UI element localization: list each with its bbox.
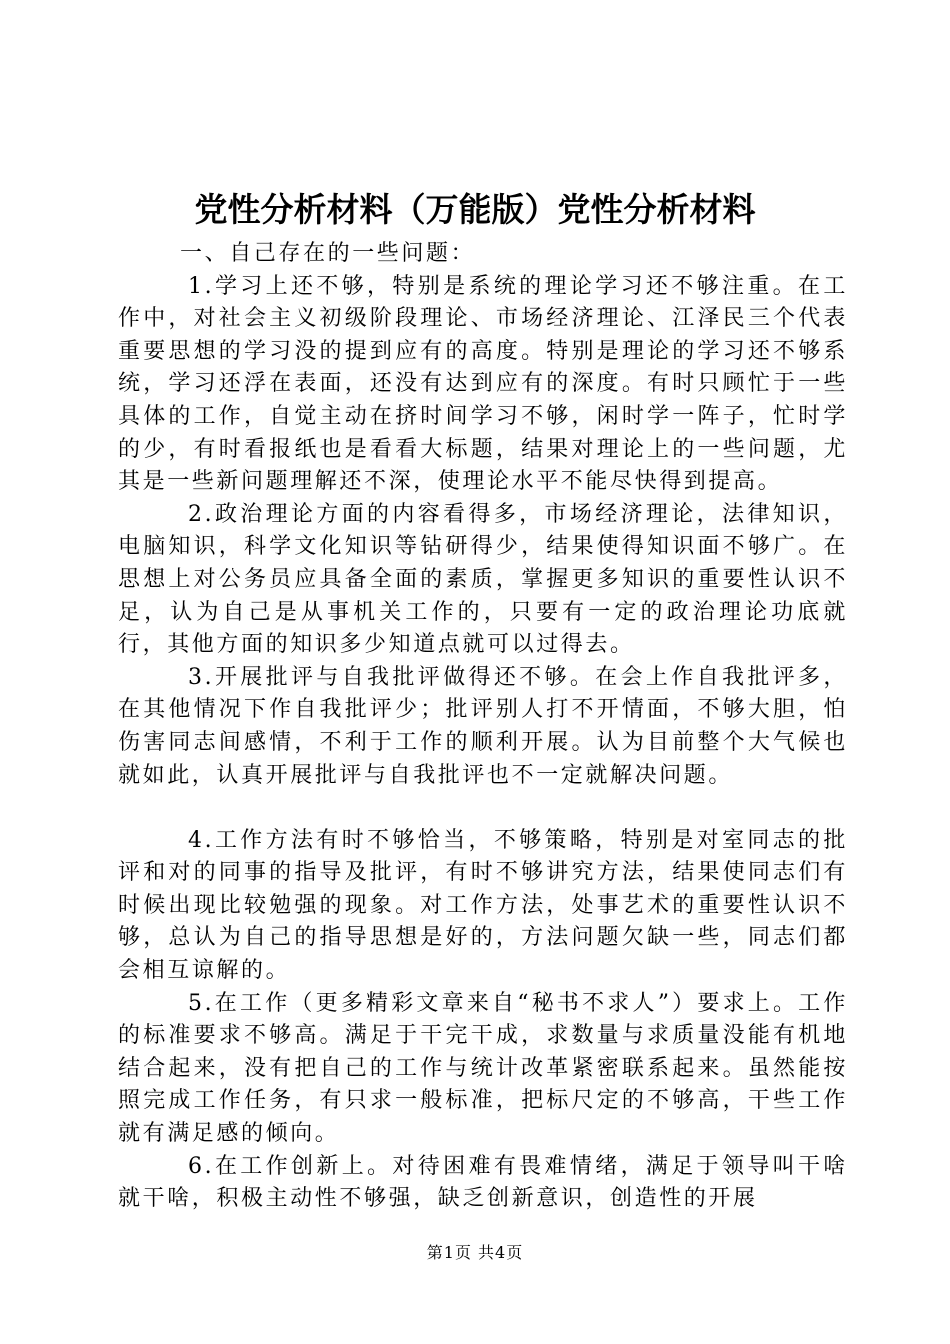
- paragraph-4: 4.工作方法有时不够恰当，不够策略，特别是对室同志的批评和对的同事的指导及批评，有时不够讲究方法，结果使同志们有时候出现比较勉强的现象。对工作方法，处事艺术的重要性认识不够，总认为自己的指导思想是好的，方法问题欠缺一些，同志们都会相互谅解的。: [118, 827, 848, 984]
- page-footer: 第1页 共4页: [426, 1243, 524, 1262]
- paragraph-3: 3.开展批评与自我批评做得还不够。在会上作自我批评多，在其他情况下作自我批评少；批评别人打不开情面，不够大胆，怕伤害同志间感情，不利于工作的顺利开展。认为目前整个大气候也就如此，认真开展批评与自我批评也不一定就解决问题。: [118, 664, 848, 788]
- document-title: 党性分析材料（万能版）党性分析材料: [194, 190, 756, 229]
- paragraph-5: 5.在工作（更多精彩文章来自“秘书不求人”）要求上。工作的标准要求不够高。满足于干完干成，求数量与求质量没能有机地结合起来，没有把自己的工作与统计改革紧密联系起来。虽然能按照完成工作任务，有只求一般标准，把标尺定的不够高，干些工作就有满足感的倾向。: [118, 990, 848, 1147]
- document-body: [118, 238, 848, 1216]
- section-heading: 一、自己存在的一些问题：: [180, 241, 476, 266]
- paragraph-6: 6.在工作创新上。对待困难有畏难情绪，满足于领导叫干啥就干啥，积极主动性不够强，缺乏创新意识，创造性的开展: [118, 1153, 848, 1212]
- paragraph-1: 1.学习上还不够，特别是系统的理论学习还不够注重。在工作中，对社会主义初级阶段理论、市场经济理论、江泽民三个代表重要思想的学习没的提到应有的高度。特别是理论的学习还不够系统，学习还浮在表面，还没有达到应有的深度。有时只顾忙于一些具体的工作，自觉主动在挤时间学习不够，闲时学一阵子，忙时学的少，有时看报纸也是看看大标题，结果对理论上的一些问题，尤其是一些新问题理解还不深，使理论水平不能尽快得到提高。: [118, 273, 848, 495]
- paragraph-2: 2.政治理论方面的内容看得多，市场经济理论，法律知识，电脑知识，科学文化知识等钻研得少，结果使得知识面不够广。在思想上对公务员应具备全面的素质，掌握更多知识的重要性认识不足，认为自己是从事机关工作的，只要有一定的政治理论功底就行，其他方面的知识多少知道点就可以过得去。: [118, 501, 848, 658]
